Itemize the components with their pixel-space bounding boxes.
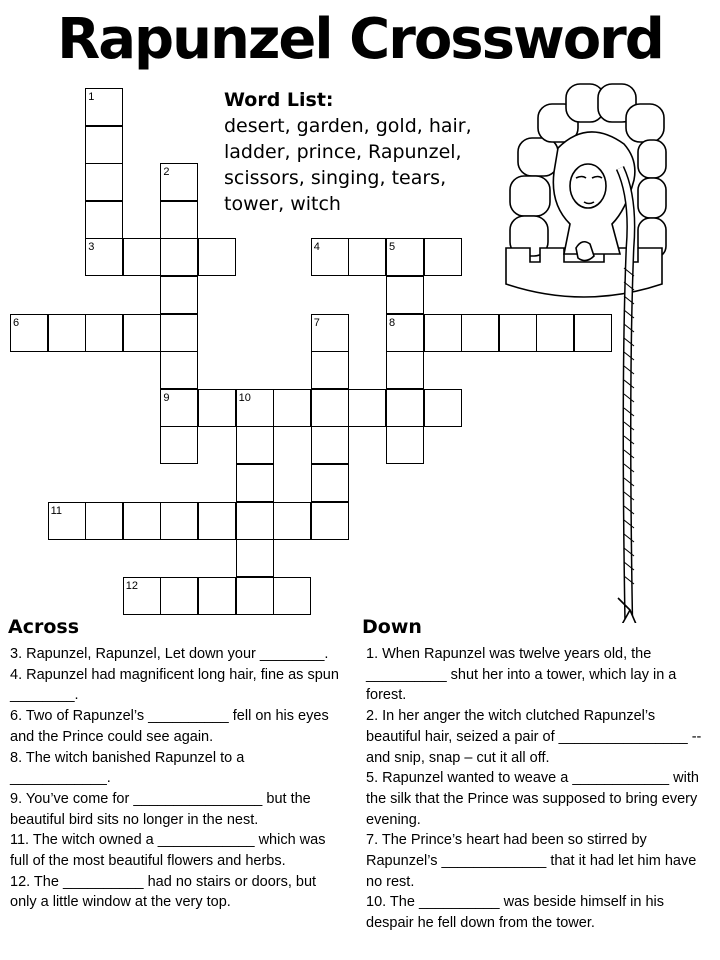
- crossword-cell: [386, 426, 424, 464]
- rapunzel-tower-icon: [488, 78, 668, 623]
- crossword-cell: [198, 577, 236, 615]
- clue-number: 10: [238, 391, 251, 404]
- crossword-cell: [123, 314, 161, 352]
- crossword-cell: [160, 163, 198, 201]
- down-clues: [366, 644, 712, 934]
- crossword-cell: [311, 351, 349, 389]
- clue-number: 7: [313, 316, 320, 329]
- crossword-cell: [198, 502, 236, 540]
- crossword-cell: [10, 314, 48, 352]
- crossword-cell: [160, 238, 198, 276]
- crossword-cell: [160, 502, 198, 540]
- down-clue: 7. The Prince’s heart had been so stirred by Rapunzel’s _____________ that it had let him have no rest.: [366, 832, 697, 890]
- page-title: Rapunzel Crossword: [57, 7, 663, 72]
- crossword-cell: [236, 502, 274, 540]
- crossword-cell: [198, 238, 236, 276]
- across-clue: 9. You’ve come for ________________ but the beautiful bird sits no longer in the nest.: [10, 790, 311, 828]
- crossword-cell: [198, 389, 236, 427]
- crossword-cell: [311, 502, 349, 540]
- crossword-cell: [236, 577, 274, 615]
- crossword-cell: [85, 314, 123, 352]
- crossword-cell: [311, 426, 349, 464]
- crossword-cell: [311, 314, 349, 352]
- clue-number: 9: [163, 391, 170, 404]
- crossword-cell: [386, 238, 424, 276]
- across-clue: 11. The witch owned a ____________ which was full of the most beautiful flowers and herbs.: [10, 832, 326, 870]
- crossword-cell: [160, 426, 198, 464]
- across-clue: 6. Two of Rapunzel’s __________ fell on his eyes and the Prince could see again.: [10, 708, 329, 745]
- crossword-cell: [236, 464, 274, 502]
- clue-number: 1: [88, 91, 95, 103]
- crossword-cell: [160, 389, 198, 427]
- across-clue: 8. The witch banished Rapunzel to a ____________.: [10, 749, 245, 787]
- crossword-cell: [48, 314, 86, 352]
- crossword-cell: [311, 464, 349, 502]
- crossword-cell: [85, 88, 123, 126]
- crossword-cell: [273, 577, 311, 615]
- down-clue: 1. When Rapunzel was twelve years old, the __________ shut her into a tower, which lay in a forest.: [366, 646, 677, 704]
- crossword-cell: [85, 201, 123, 239]
- down-heading: Down: [362, 616, 422, 638]
- crossword-cell: [160, 201, 198, 239]
- crossword-cell: [386, 314, 424, 352]
- crossword-cell: [424, 314, 462, 352]
- crossword-cell: [236, 539, 274, 577]
- crossword-cell: [236, 389, 274, 427]
- clue-number: 12: [125, 579, 139, 592]
- down-clue: 5. Rapunzel wanted to weave a ____________ with the silk that the Prince was supposed to bring every evening.: [366, 770, 699, 828]
- crossword-cell: [273, 502, 311, 540]
- crossword-cell: [386, 351, 424, 389]
- crossword-cell: [311, 389, 349, 427]
- clue-number: 11: [50, 504, 63, 517]
- across-clue: 4. Rapunzel had magnificent long hair, fine as spun ________.: [10, 666, 339, 704]
- clue-number: 6: [13, 316, 20, 329]
- crossword-cell: [160, 314, 198, 352]
- across-heading: Across: [8, 616, 80, 638]
- crossword-cell: [123, 502, 161, 540]
- crossword-cell: [386, 276, 424, 314]
- crossword-cell: [311, 238, 349, 276]
- crossword-cell: [85, 163, 123, 201]
- word-list-line: desert, garden, gold, hair,: [224, 115, 472, 137]
- crossword-cell: [85, 502, 123, 540]
- word-list: [224, 87, 504, 217]
- across-clues: [10, 644, 345, 913]
- word-list-line: tower, witch: [224, 193, 341, 215]
- crossword-cell: [85, 238, 123, 276]
- clue-number: 8: [389, 316, 396, 329]
- crossword-cell: [273, 389, 311, 427]
- crossword-cell: [424, 238, 462, 276]
- word-list-title: Word List:: [224, 89, 334, 111]
- clue-number: 2: [163, 166, 170, 179]
- crossword-cell: [85, 126, 123, 164]
- crossword-cell: [160, 577, 198, 615]
- crossword-cell: [160, 351, 198, 389]
- crossword-cell: [386, 389, 424, 427]
- down-clue: 2. In her anger the witch clutched Rapunzel’s beautiful hair, seized a pair of ________________ -- and snip, snap – cut it all off.: [366, 708, 702, 766]
- down-clue: 10. The __________ was beside himself in his despair he fell down from the tower.: [366, 894, 664, 932]
- crossword-cell: [123, 577, 161, 615]
- crossword-cell: [123, 238, 161, 276]
- crossword-cell: [348, 238, 386, 276]
- across-clue: 3. Rapunzel, Rapunzel, Let down your ________.: [10, 646, 329, 662]
- crossword-cell: [48, 502, 86, 540]
- clue-number: 5: [389, 241, 396, 254]
- crossword-cell: [424, 389, 462, 427]
- crossword-cell: [236, 426, 274, 464]
- crossword-cell: [348, 389, 386, 427]
- clue-number: 4: [313, 241, 320, 254]
- word-list-line: ladder, prince, Rapunzel,: [224, 141, 462, 163]
- clue-number: 3: [88, 241, 95, 254]
- crossword-cell: [160, 276, 198, 314]
- word-list-line: scissors, singing, tears,: [224, 167, 447, 189]
- across-clue: 12. The __________ had no stairs or doors, but only a little window at the very top.: [10, 873, 317, 911]
